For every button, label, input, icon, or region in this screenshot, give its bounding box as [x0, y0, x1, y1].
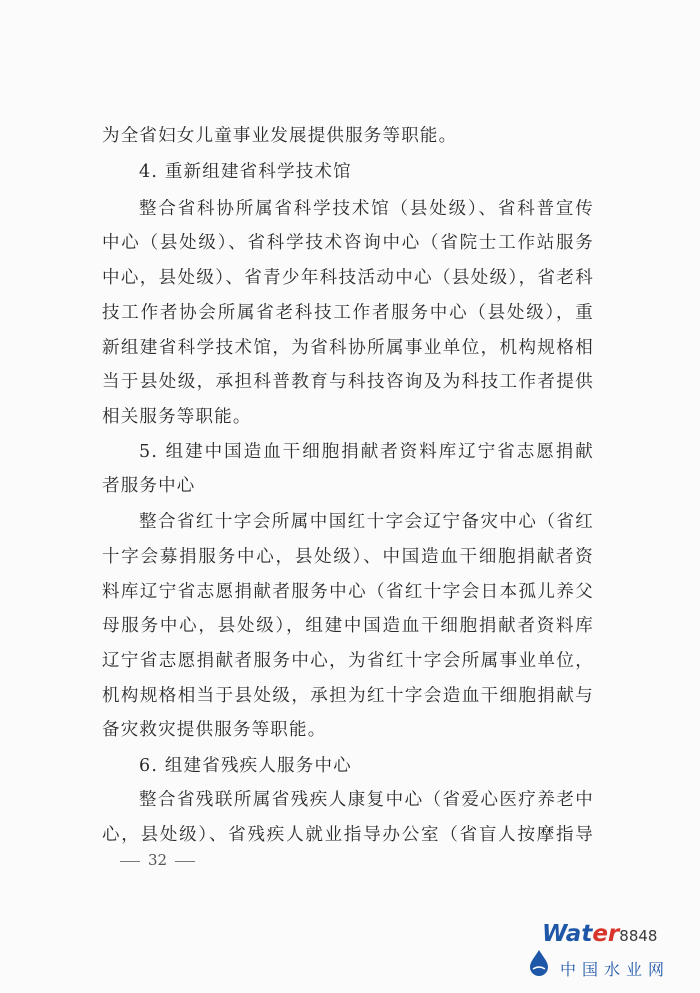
text-line: 母服务中心，县处级），组建中国造血干细胞捐献者资料库 — [102, 616, 594, 636]
page-number-text: 32 — [148, 851, 168, 869]
text-line: 当于县处级，承担科普教育与科技咨询及为科技工作者提供 — [102, 372, 594, 392]
text-line: 整合省残联所属省残疾人康复中心（省爱心医疗养老中 — [139, 790, 594, 810]
text-line: 整合省红十字会所属中国红十字会辽宁备灾中心（省红 — [139, 512, 594, 532]
water-drop-icon — [524, 947, 554, 977]
text-line: 十字会募捐服务中心，县处级）、中国造血干细胞捐献者资 — [102, 547, 594, 567]
watermark-site: 中国水业网 — [560, 960, 671, 979]
watermark — [524, 921, 674, 981]
text-line: 中心（县处级）、省科学技术咨询中心（省院士工作站服务 — [102, 233, 594, 253]
watermark-brand-num: 8848 — [619, 927, 658, 945]
text-line: 整合省科协所属省科学技术馆（县处级）、省科普宣传 — [139, 199, 594, 219]
section-heading: 5. 组建中国造血干细胞捐献者资料库辽宁省志愿捐献 — [139, 442, 594, 462]
text-line: 技工作者协会所属省老科技工作者服务中心（县处级），重 — [102, 303, 594, 323]
text-line: 新组建省科学技术馆，为省科协所属事业单位，机构规格相 — [102, 338, 594, 358]
section-heading: 6. 组建省残疾人服务中心 — [139, 756, 352, 776]
text-line: 料库辽宁省志愿捐献者服务中心（省红十字会日本孤儿养父 — [102, 582, 594, 602]
text-line: 备灾救灾提供服务等职能。 — [102, 720, 327, 740]
text-line: 机构规格相当于县处级，承担为红十字会造血干细胞捐献与 — [102, 686, 594, 706]
watermark-brand — [542, 921, 657, 947]
watermark-brand-b: er — [592, 921, 620, 947]
text-line: 相关服务等职能。 — [102, 407, 252, 427]
page-number — [112, 851, 203, 869]
text-line: 中心，县处级）、省青少年科技活动中心（县处级），省老科 — [102, 268, 594, 288]
watermark-brand-a: Wat — [542, 921, 593, 947]
text-line: 为全省妇女儿童事业发展提供服务等职能。 — [102, 126, 458, 146]
section-heading: 者服务中心 — [102, 476, 196, 496]
text-line: 心，县处级）、省残疾人就业指导办公室（省盲人按摩指导 — [102, 825, 594, 845]
text-line: 辽宁省志愿捐献者服务中心，为省红十字会所属事业单位， — [102, 651, 594, 671]
dash-left — [120, 861, 140, 862]
section-heading: 4. 重新组建省科学技术馆 — [139, 162, 352, 182]
dash-right — [175, 861, 195, 862]
